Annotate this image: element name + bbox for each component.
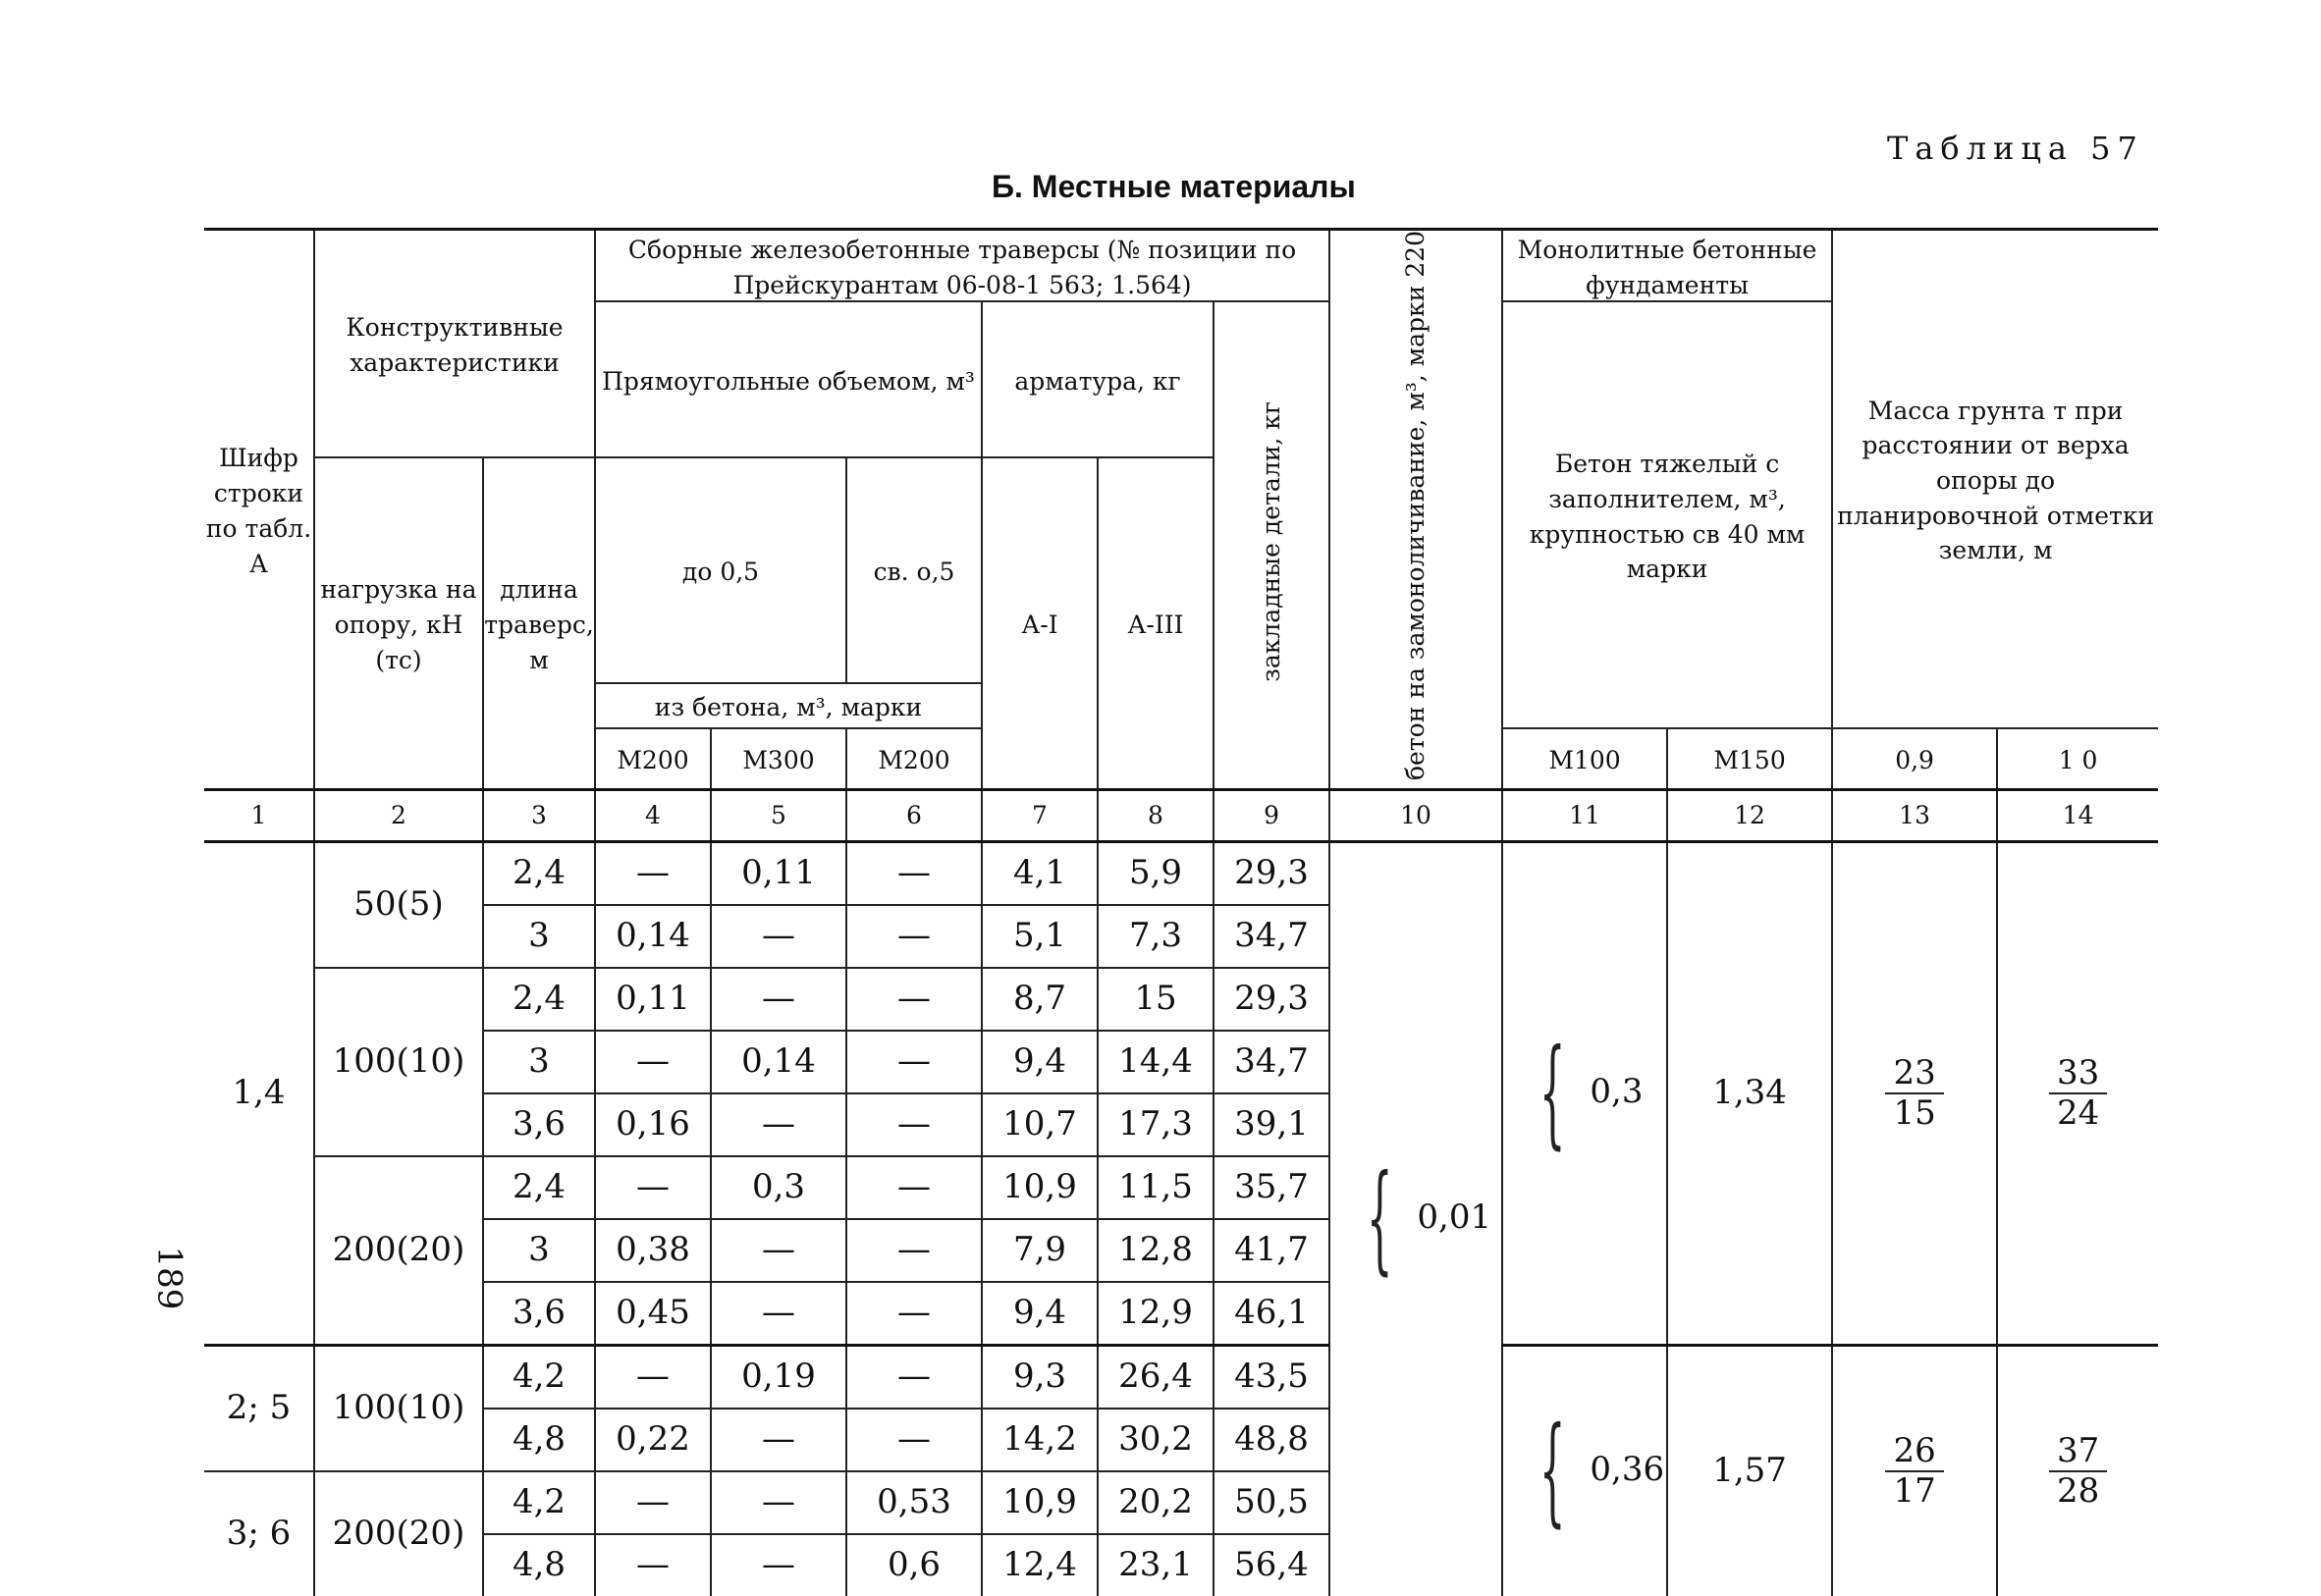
cell-a3: 14,4 (1098, 1031, 1214, 1093)
cell-m200b: — (846, 1409, 982, 1471)
cell-m200a: — (595, 841, 711, 905)
hdr-izbet-text: из бетона, м³, марки (654, 692, 923, 721)
cell-m200b: — (846, 1219, 982, 1282)
cell-zd: 50,5 (1214, 1471, 1329, 1534)
table-row (204, 1345, 2158, 1409)
cell-m200b: — (846, 905, 982, 968)
colnum-2: 2 (314, 789, 483, 841)
fraction-num: 37 (2049, 1432, 2107, 1472)
cell-len: 4,8 (483, 1534, 595, 1596)
fraction-num: 33 (2049, 1054, 2107, 1094)
beton-zamon-text: 0,01 (1417, 1197, 1492, 1238)
cell-m200a: 0,38 (595, 1219, 711, 1282)
m150-group-a: 1,34 (1667, 841, 1832, 1345)
cell-zd: 35,7 (1214, 1156, 1329, 1219)
hdr-monolit-cell (1502, 230, 1832, 302)
hdr-m150-text: М150 (1713, 745, 1786, 774)
hdr-m200a-cell (595, 728, 711, 790)
cell-m200b: — (846, 1345, 982, 1409)
colnum-12: 12 (1667, 789, 1832, 841)
cell-a3: 15 (1098, 968, 1214, 1031)
fraction-den: 17 (1893, 1470, 1936, 1511)
colnum-14: 14 (1997, 789, 2158, 841)
hdr-m150-cell (1667, 728, 1832, 790)
hdr-arm-cell (982, 301, 1214, 456)
cell-zd: 46,1 (1214, 1282, 1329, 1346)
colnum-1: 1 (204, 789, 314, 841)
hdr-d09-text: 0,9 (1895, 745, 1934, 774)
cell-m300: — (711, 1093, 846, 1156)
hdr-sv05-text: св. о,5 (873, 557, 955, 586)
cell-a3: 26,4 (1098, 1345, 1214, 1409)
colnum-6: 6 (846, 789, 982, 841)
hdr-do05-cell (595, 457, 846, 683)
cell-a3: 12,9 (1098, 1282, 1214, 1346)
cell-len: 3 (483, 1031, 595, 1093)
colnum-9: 9 (1214, 789, 1329, 841)
cell-m200a: 0,11 (595, 968, 711, 1031)
colnum-4: 4 (595, 789, 711, 841)
m150-group-b: 1,57 (1667, 1345, 1832, 1596)
cell-m300: 0,14 (711, 1031, 846, 1093)
cell-m300: 0,3 (711, 1156, 846, 1219)
cell-m300: 0,19 (711, 1345, 846, 1409)
hdr-m100-cell (1502, 728, 1667, 790)
hdr-monolit-text: Монолитные бетонные фундаменты (1517, 236, 1817, 299)
cell-a1: 8,7 (982, 968, 1098, 1031)
hdr-shifr-text: Шифр строки по табл. А (205, 444, 312, 578)
m100-b-text: 0,36 (1590, 1449, 1665, 1489)
cell-m200b: — (846, 1031, 982, 1093)
cell-m200a: — (595, 1471, 711, 1534)
load-200: 200(20) (314, 1156, 483, 1346)
cell-m300: — (711, 1282, 846, 1346)
mass10-group-b (1997, 1345, 2158, 1596)
hdr-pryam-cell (595, 301, 982, 456)
cell-m200a: 0,45 (595, 1282, 711, 1346)
table-number: Таблица 57 (1887, 130, 2144, 167)
cell-len: 2,4 (483, 841, 595, 905)
hdr-massa-text: Масса грунта т при расстоянии от верха опоры до планировочной отметки земли, м (1837, 396, 2155, 565)
hdr-m200b-cell (846, 728, 982, 790)
brace-icon: { (1538, 1024, 1566, 1161)
hdr-m200b-text: М200 (878, 745, 950, 774)
hdr-konstr-text: Конструктивные характеристики (346, 313, 564, 377)
cell-zd: 29,3 (1214, 841, 1329, 905)
colnum-7: 7 (982, 789, 1098, 841)
hdr-dlina-text: длина траверс, м (484, 575, 594, 674)
load-100: 100(10) (314, 968, 483, 1156)
colnum-3: 3 (483, 789, 595, 841)
cell-m200b: — (846, 1156, 982, 1219)
cell-m300: — (711, 1219, 846, 1282)
column-number-row (204, 789, 2158, 841)
cell-len: 4,2 (483, 1471, 595, 1534)
m100-group-a (1502, 841, 1667, 1345)
cell-m200a: 0,14 (595, 905, 711, 968)
colnum-13: 13 (1832, 789, 1997, 841)
cell-m300: — (711, 905, 846, 968)
hdr-d10-text: 1 0 (2058, 745, 2098, 774)
hdr-pryam-text: Прямоугольные объемом, м³ (602, 366, 975, 396)
cell-m300: — (711, 1471, 846, 1534)
cell-len: 3,6 (483, 1282, 595, 1346)
page-number: 189 (149, 1246, 189, 1310)
shifr-3-6: 3; 6 (204, 1471, 314, 1596)
cell-m200b: 0,6 (846, 1534, 982, 1596)
hdr-a1-text: А-I (1021, 610, 1058, 639)
hdr-massa-cell (1832, 230, 2158, 728)
fraction-den: 28 (2056, 1470, 2100, 1511)
cell-len: 3 (483, 905, 595, 968)
cell-m300: — (711, 968, 846, 1031)
hdr-shifr-cell (204, 230, 314, 790)
hdr-a3-text: А-III (1127, 610, 1184, 639)
cell-m200b: — (846, 1282, 982, 1346)
fraction (2049, 1432, 2107, 1511)
cell-a3: 17,3 (1098, 1093, 1214, 1156)
cell-a1: 9,4 (982, 1031, 1098, 1093)
hdr-m200a-text: М200 (617, 745, 689, 774)
cell-a1: 4,1 (982, 841, 1098, 905)
load-200-b: 200(20) (314, 1471, 483, 1596)
load-100-b: 100(10) (314, 1345, 483, 1471)
main-table (204, 228, 2158, 1596)
load-50: 50(5) (314, 841, 483, 968)
hdr-tyazh-cell (1502, 301, 1832, 727)
cell-m200a: 0,16 (595, 1093, 711, 1156)
cell-a1: 10,9 (982, 1156, 1098, 1219)
fraction-num: 26 (1885, 1432, 1943, 1472)
cell-m200a: — (595, 1345, 711, 1409)
hdr-zamon-text: бетон на замоноличивание, м³, марки 220 (1400, 231, 1430, 780)
hdr-konstr-cell (314, 230, 595, 457)
beton-zamon-value (1329, 841, 1502, 1596)
cell-m200a: — (595, 1534, 711, 1596)
table-row (204, 841, 2158, 905)
cell-zd: 39,1 (1214, 1093, 1329, 1156)
hdr-tyazh-text: Бетон тяжелый с заполнителем, м³, крупностью св 40 мм марки (1529, 450, 1806, 584)
cell-zd: 48,8 (1214, 1409, 1329, 1471)
hdr-d10-cell (1997, 728, 2158, 790)
colnum-11: 11 (1502, 789, 1667, 841)
hdr-sv05-cell (846, 457, 982, 683)
hdr-sbornye-text: Сборные железобетонные траверсы (№ позиции по Прейскурантам 06-08-1 563; 1.564) (627, 236, 1297, 299)
table-title: Б. Местные материалы (992, 169, 1356, 204)
shifr-1-4: 1,4 (204, 841, 314, 1345)
colnum-10: 10 (1329, 789, 1502, 841)
fraction-den: 15 (1893, 1092, 1936, 1133)
cell-m200a: — (595, 1031, 711, 1093)
cell-m200b: 0,53 (846, 1471, 982, 1534)
cell-a3: 7,3 (1098, 905, 1214, 968)
hdr-nagr-cell (314, 457, 483, 789)
hdr-izbet-cell (595, 683, 982, 728)
cell-zd: 34,7 (1214, 905, 1329, 968)
fraction (2049, 1054, 2107, 1133)
cell-a1: 10,9 (982, 1471, 1098, 1534)
cell-len: 3,6 (483, 1093, 595, 1156)
brace-icon: { (1538, 1402, 1566, 1539)
cell-a1: 7,9 (982, 1219, 1098, 1282)
cell-len: 4,2 (483, 1345, 595, 1409)
cell-a3: 20,2 (1098, 1471, 1214, 1534)
cell-a1: 9,4 (982, 1282, 1098, 1346)
hdr-m300-cell (711, 728, 846, 790)
m100-group-b (1502, 1345, 1667, 1596)
colnum-5: 5 (711, 789, 846, 841)
hdr-d09-cell (1832, 728, 1997, 790)
cell-m200a: 0,22 (595, 1409, 711, 1471)
cell-a1: 5,1 (982, 905, 1098, 968)
cell-a1: 12,4 (982, 1534, 1098, 1596)
cell-m300: — (711, 1534, 846, 1596)
mass10-group-a (1997, 841, 2158, 1345)
cell-zd: 56,4 (1214, 1534, 1329, 1596)
cell-m200b: — (846, 1093, 982, 1156)
fraction (1885, 1054, 1943, 1133)
cell-a3: 12,8 (1098, 1219, 1214, 1282)
fraction-num: 23 (1885, 1054, 1943, 1094)
cell-m200b: — (846, 841, 982, 905)
cell-len: 4,8 (483, 1409, 595, 1471)
hdr-a1-cell (982, 457, 1098, 789)
brace-icon: { (1366, 1150, 1393, 1288)
cell-a1: 9,3 (982, 1345, 1098, 1409)
hdr-zaklad-vtext: закладные детали, кг (1256, 400, 1285, 682)
shifr-2-5: 2; 5 (204, 1345, 314, 1471)
cell-a3: 5,9 (1098, 841, 1214, 905)
cell-m200b: — (846, 968, 982, 1031)
cell-a1: 10,7 (982, 1093, 1098, 1156)
hdr-zamon-cell (1329, 230, 1502, 790)
hdr-a3-cell (1098, 457, 1214, 789)
cell-zd: 34,7 (1214, 1031, 1329, 1093)
cell-m200a: — (595, 1156, 711, 1219)
fraction (1885, 1432, 1943, 1511)
cell-len: 2,4 (483, 1156, 595, 1219)
hdr-do05-text: до 0,5 (681, 557, 760, 586)
cell-len: 3 (483, 1219, 595, 1282)
cell-a3: 23,1 (1098, 1534, 1214, 1596)
m100-a-text: 0,3 (1590, 1071, 1644, 1111)
cell-zd: 29,3 (1214, 968, 1329, 1031)
cell-len: 2,4 (483, 968, 595, 1031)
colnum-8: 8 (1098, 789, 1214, 841)
fraction-den: 24 (2056, 1092, 2100, 1133)
hdr-sbornye-cell (595, 230, 1329, 302)
hdr-m300-text: М300 (742, 745, 815, 774)
hdr-nagr-text: нагрузка на опору, кН (тс) (320, 575, 477, 674)
cell-m300: — (711, 1409, 846, 1471)
hdr-zaklad-cell (1214, 301, 1329, 789)
mass09-group-b (1832, 1345, 1997, 1596)
cell-m300: 0,11 (711, 841, 846, 905)
hdr-arm-text: арматура, кг (1014, 366, 1181, 396)
cell-a1: 14,2 (982, 1409, 1098, 1471)
cell-a3: 30,2 (1098, 1409, 1214, 1471)
hdr-dlina-cell (483, 457, 595, 789)
mass09-group-a (1832, 841, 1997, 1345)
cell-zd: 41,7 (1214, 1219, 1329, 1282)
cell-a3: 11,5 (1098, 1156, 1214, 1219)
hdr-m100-text: М100 (1548, 745, 1621, 774)
cell-zd: 43,5 (1214, 1345, 1329, 1409)
